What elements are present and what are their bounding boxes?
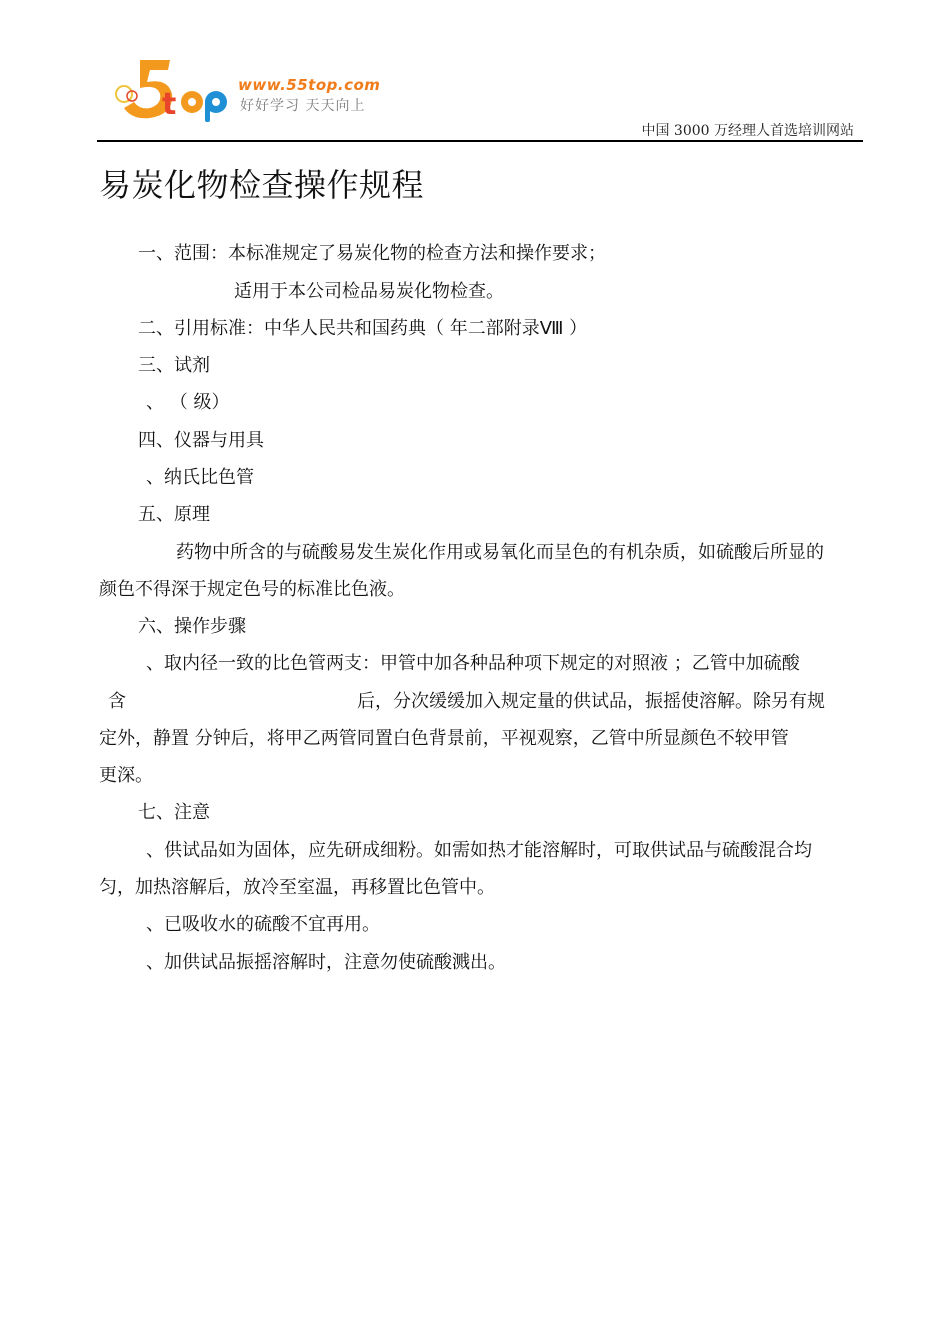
svg-text:t: t [162,87,177,122]
section-notes: 七、注意 [138,802,210,823]
section-instruments: 四、仪器与用具 [138,430,264,451]
section-scope-cont: 适用于本公司检品易炭化物检查。 [234,281,504,302]
section-scope: 一、范围：本标准规定了易炭化物的检查方法和操作要求； [138,243,606,264]
header-tagline: 中国 3000 万经理人首选培训网站 [641,123,854,139]
note-item-1-cont: 匀，加热溶解后，放冷至室温，再移置比色管中。 [99,877,495,898]
instrument-item-1: 、纳氏比色管 [146,467,254,488]
note-item-2: 、已吸收水的硫酸不宜再用。 [146,914,380,935]
section-principle: 五、原理 [138,504,210,525]
section-procedure: 六、操作步骤 [138,616,246,637]
document-title: 易炭化物检查操作规程 [99,166,425,204]
logo-slogan: 好好学习 天天向上 [240,98,366,114]
section-reference: 二、引用标准：中华人民共和国药典（ 年二部附录Ⅷ ） [138,318,588,339]
reagent-item-1: 、 （ 级） [146,392,230,413]
procedure-step-1-cont-c: 定外，静置 分钟后，将甲乙两管同置白色背景前，平视观察，乙管中所显颜色不较甲管 [99,728,789,749]
header-divider [97,140,863,142]
procedure-step-1-cont-d: 更深。 [99,765,153,786]
logo-url-text[interactable]: www.55top.com [238,76,381,94]
principle-text-1: 药物中所含的与硫酸易发生炭化作用或易氧化而呈色的有机杂质，如硫酸后所显的 [176,542,824,563]
logo-5top-icon [110,56,240,126]
procedure-step-1: 、取内径一致的比色管两支：甲管中加各种品种项下规定的对照液 ；乙管中加硫酸 [146,653,800,674]
section-reagents: 三、试剂 [138,355,210,376]
procedure-step-1-cont-b: 后，分次缓缓加入规定量的供试品，振摇使溶解。除另有规 [357,691,825,712]
procedure-step-1-cont-a: 含 [108,691,126,712]
note-item-3: 、加供试品振摇溶解时，注意勿使硫酸溅出。 [146,952,506,973]
note-item-1: 、供试品如为固体，应先研成细粉。如需如热才能溶解时，可取供试品与硫酸混合均 [146,840,812,861]
principle-text-2: 颜色不得深于规定色号的标准比色液。 [99,579,405,600]
